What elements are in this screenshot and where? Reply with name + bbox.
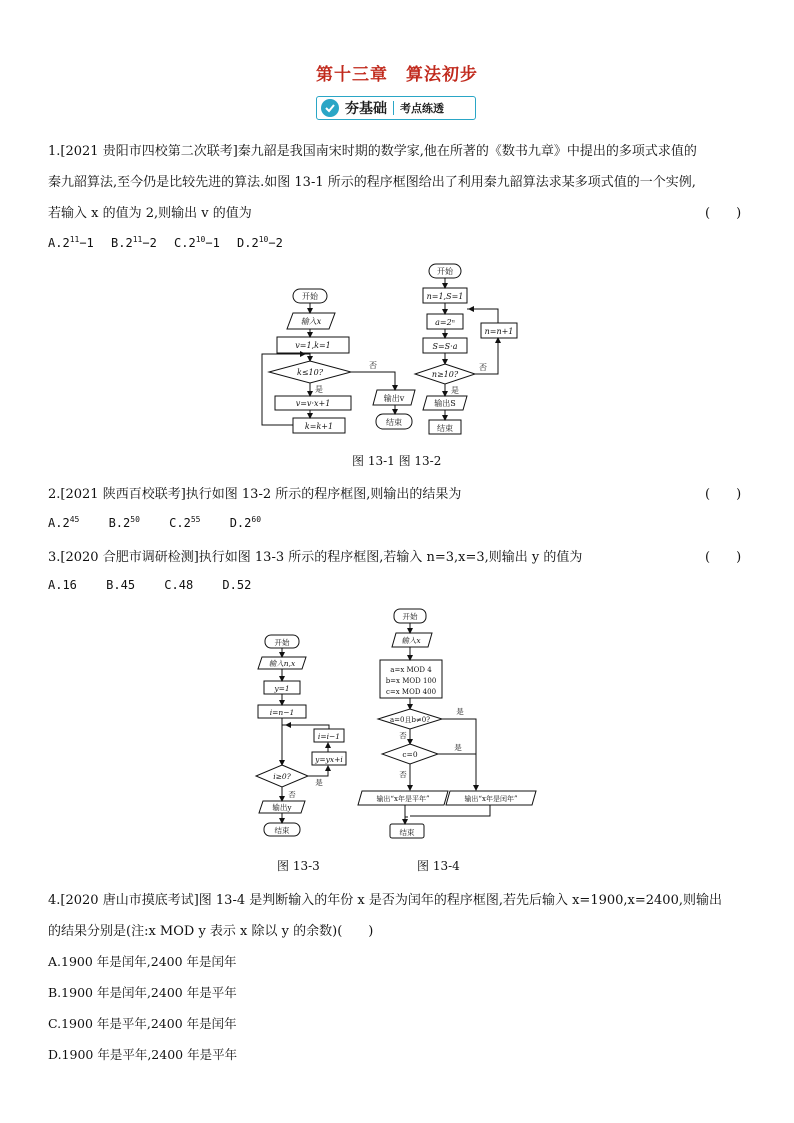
q4-option-b: B.1900 年是闰年,2400 年是平年: [48, 985, 237, 1000]
fig4-out-ping: 输出“x年是平年”: [376, 795, 430, 803]
q2-option-b: $B.2^{50}$: [108, 515, 140, 530]
q2-option-c: $C.2^{55}$: [169, 515, 201, 530]
fig4-cond2: c=0: [402, 750, 418, 759]
q4-line1: 4.[2020 唐山市摸底考试]图 13-4 是判断输入的年份 x 是否为闰年的程序框图,若先后输入 x=1900,x=2400,则输出: [48, 893, 722, 908]
banner-sub: 考点练透: [400, 102, 444, 115]
fig3-i: i=n−1: [269, 708, 295, 717]
fig1-cond: k≤10?: [296, 368, 324, 377]
chapter-title: [0, 60, 794, 85]
fig2-cond: n≥10?: [431, 370, 459, 379]
fig3-input: 输入n,x: [268, 659, 296, 668]
q2-option-a: $A.2^{45}$: [48, 515, 80, 530]
caption-13-3: 图 13-3: [277, 859, 320, 873]
fig3-yes: 是: [315, 778, 323, 787]
fig4-out-run: 输出“x年是闰年”: [464, 795, 518, 803]
fig1-body2: k=k+1: [304, 422, 334, 431]
fig2-a: a=2ⁿ: [435, 318, 455, 327]
fig3-cond: i≥0?: [273, 772, 291, 781]
fig-13-1: [262, 289, 415, 433]
fig4-mod2: b=x MOD 100: [385, 677, 437, 685]
fig2-output: 输出S: [434, 399, 456, 408]
fig2-start: 开始: [437, 267, 453, 276]
q1-options: [48, 235, 293, 250]
fig2-yes: 是: [451, 386, 459, 395]
q3-option-c: C.48: [164, 578, 194, 592]
q3-option-a: A.16: [48, 578, 77, 592]
fig2-s: S=S·a: [432, 342, 458, 351]
caption-13-1-13-2: 图 13-1 图 13-2: [352, 454, 442, 468]
fig3-dec: i=i−1: [317, 732, 341, 741]
fig4-no1: 否: [399, 731, 407, 740]
q4-option-a: A.1900 年是闰年,2400 年是闰年: [48, 954, 237, 969]
chapter-number: 第十三章: [316, 65, 388, 85]
q3-line1: 3.[2020 合肥市调研检测]执行如图 13-3 所示的程序框图,若输入 n=3,x=3,则输出 y 的值为: [48, 550, 583, 565]
q2-line1: 2.[2021 陕西百校联考]执行如图 13-2 所示的程序框图,则输出的结果为: [48, 487, 462, 502]
fig4-cond1: a=0且b≠0?: [389, 716, 431, 724]
q3-answer-paren: ( ): [705, 550, 742, 565]
q4-option-c: C.1900 年是平年,2400 年是闰年: [48, 1016, 237, 1031]
fig3-output: 输出y: [272, 803, 292, 812]
q4-option-d: D.1900 年是平年,2400 年是平年: [48, 1047, 238, 1062]
fig2-inc: n=n+1: [484, 327, 514, 336]
fig1-start: 开始: [302, 292, 318, 301]
fig4-yes1: 是: [456, 707, 464, 716]
fig1-init: v=1,k=1: [295, 341, 331, 350]
q3-options: [48, 578, 261, 592]
fig-13-2: [415, 264, 517, 434]
fig3-end: 结束: [274, 826, 290, 835]
flowcharts-13-3-13-4: [250, 605, 550, 845]
fig1-output: 输出v: [383, 394, 405, 403]
fig4-no2: 否: [399, 770, 407, 779]
fig4-mod3: c=x MOD 400: [385, 688, 437, 696]
q3-option-b: B.45: [106, 578, 136, 592]
q2-answer-paren: ( ): [705, 487, 742, 502]
fig1-yes: 是: [315, 385, 323, 394]
flowcharts-13-1-13-2: [255, 262, 545, 442]
q1-option-b: $B.2^{11}-2$: [111, 235, 157, 250]
caption-13-4: 图 13-4: [417, 859, 460, 873]
fig-13-4: [358, 609, 536, 838]
fig4-yes2: 是: [454, 743, 462, 752]
q1-line3: 若输入 x 的值为 2,则输出 v 的值为: [48, 206, 252, 221]
fig2-no: 否: [479, 363, 487, 372]
fig3-upd: y=yx+i: [315, 755, 343, 764]
q1-option-a: $A.2^{11}-1$: [48, 235, 94, 250]
chapter-topic: 算法初步: [406, 65, 478, 85]
fig1-body1: v=v·x+1: [295, 399, 331, 408]
check-circle-icon: [321, 99, 339, 117]
fig1-no: 否: [369, 361, 377, 370]
section-banner: [316, 96, 476, 120]
q2-options: [48, 515, 271, 530]
fig1-end: 结束: [386, 418, 402, 427]
banner-divider: [393, 101, 394, 115]
fig4-input: 输入x: [401, 636, 421, 645]
fig4-end: 结束: [399, 828, 415, 837]
fig1-input: 输入x: [300, 317, 322, 326]
fig2-end: 结束: [437, 424, 453, 433]
fig3-y: y=1: [274, 684, 290, 693]
fig4-start: 开始: [402, 612, 418, 621]
q3-option-d: D.52: [222, 578, 252, 592]
q2-option-d: $D.2^{60}$: [229, 515, 262, 530]
q1-option-d: $D.2^{10}-2$: [237, 235, 283, 250]
q1-line2: 秦九韶算法,至今仍是比较先进的算法.如图 13-1 所示的程序框图给出了利用秦九韶算法求某多项式值的一个实例,: [48, 175, 696, 190]
fig3-start: 开始: [274, 638, 290, 647]
q1-line1: 1.[2021 贵阳市四校第二次联考]秦九韶是我国南宋时期的数学家,他在所著的《数书九章》中提出的多项式求值的: [48, 144, 697, 159]
banner-main: 夯基础: [345, 101, 387, 117]
fig3-no: 否: [288, 790, 296, 799]
q1-option-c: $C.2^{10}-1$: [174, 235, 220, 250]
fig2-init: n=1,S=1: [426, 292, 464, 301]
q1-answer-paren: ( ): [705, 206, 742, 221]
q4-line2: 的结果分别是(注:x MOD y 表示 x 除以 y 的余数)( ): [48, 924, 374, 939]
fig4-mod1: a=x MOD 4: [390, 666, 432, 674]
